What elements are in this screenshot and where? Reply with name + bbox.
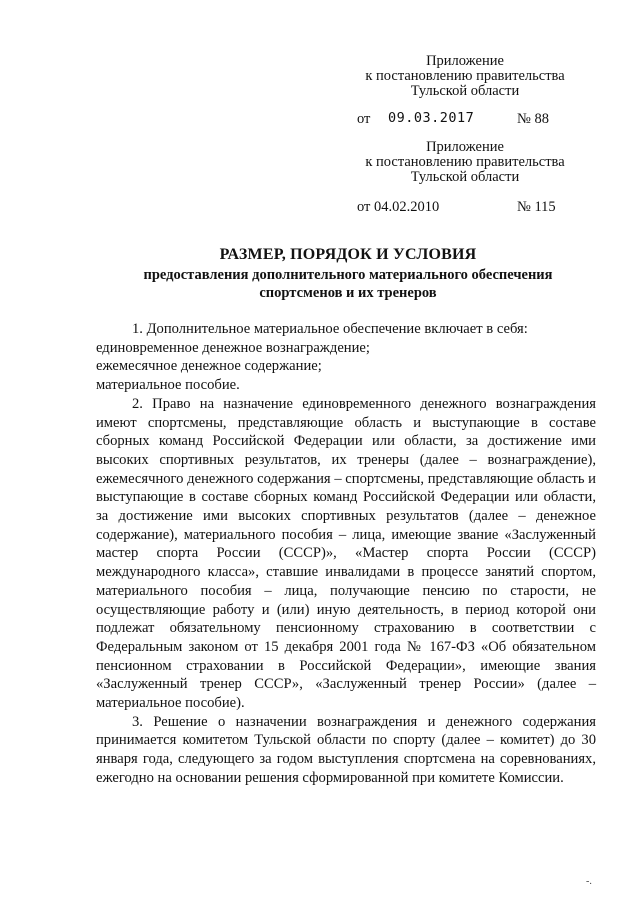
appendix-1-from-label: от (357, 111, 371, 127)
appendix-2-line1: Приложение (426, 139, 504, 155)
paragraph-1-item-3: материальное пособие. (96, 377, 240, 394)
document-subtitle (96, 266, 600, 302)
subtitle-line-1: предоставления дополнительного материального обеспечения (143, 267, 553, 283)
appendix-1-line1: Приложение (426, 53, 504, 69)
appendix-2-date: от 04.02.2010 (357, 199, 440, 215)
appendix-1-line2: к постановлению правительства (365, 68, 565, 84)
paragraph-1-item-1: единовременное денежное вознаграждение; (96, 339, 370, 356)
appendix-2-line2: к постановлению правительства (365, 154, 565, 170)
document-body (96, 320, 596, 788)
appendix-header-2 (340, 140, 590, 185)
paragraph-1-item-2: ежемесячное денежное содержание; (96, 358, 322, 375)
appendix-header-1 (340, 54, 590, 99)
appendix-1-line3: Тульской области (410, 83, 520, 99)
subtitle-line-2: спортсменов и их тренеров (259, 285, 437, 301)
corner-mark: -. (586, 876, 592, 887)
paragraph-2: 2. Право на назначение единовременного денежного вознаграждения имеют спортсмены, представляющие область и выступающие в составе сборных команд Российской Федерации или области, за достижение ими высоких спортивных результатов, их тренеры (далее – вознаграждение), ежемесячного денежного содержания – спортсмены, представляющие область и выступающие в составе сборных команд Российской Федерации или области, за достижение ими высоких спортивных результатов (далее – денежное содержание), материального пособия – лица, имеющие звание «Заслуженный мастер спорта России (СССР)», «Мастер спорта России (СССР) международного класса», ставшие инвалидами в процессе занятий спортом, материального пособия – лица, получающие пенсию по старости, не осуществляющие работу и (или) иную деятельность, в период которой они подлежат обязательному пенсионному страхованию в соответствии с Федеральным законом от 15 декабря 2001 года № 167-ФЗ «Об обязательном пенсионном страховании в Российской Федерации», имеющие звания «Заслуженный тренер СССР», «Заслуженный тренер России» (далее – материальное пособие). (96, 395, 596, 712)
appendix-2-number: № 115 (517, 199, 556, 215)
appendix-2-line3: Тульской области (410, 169, 520, 185)
paragraph-3: 3. Решение о назначении вознаграждения и денежного содержания принимается комитетом Тульской области по спорту (далее – комитет) до 30 января года, следующего за годом выступления спортсмена на соревнованиях, ежегодно на основании решения сформированной при комитете Комиссии. (96, 713, 596, 786)
appendix-1-date: 09.03.2017 (388, 110, 475, 126)
document-title: РАЗМЕР, ПОРЯДОК И УСЛОВИЯ (219, 246, 477, 263)
appendix-1-number: № 88 (517, 111, 549, 127)
paragraph-1: 1. Дополнительное материальное обеспечение включает в себя: (132, 321, 528, 337)
